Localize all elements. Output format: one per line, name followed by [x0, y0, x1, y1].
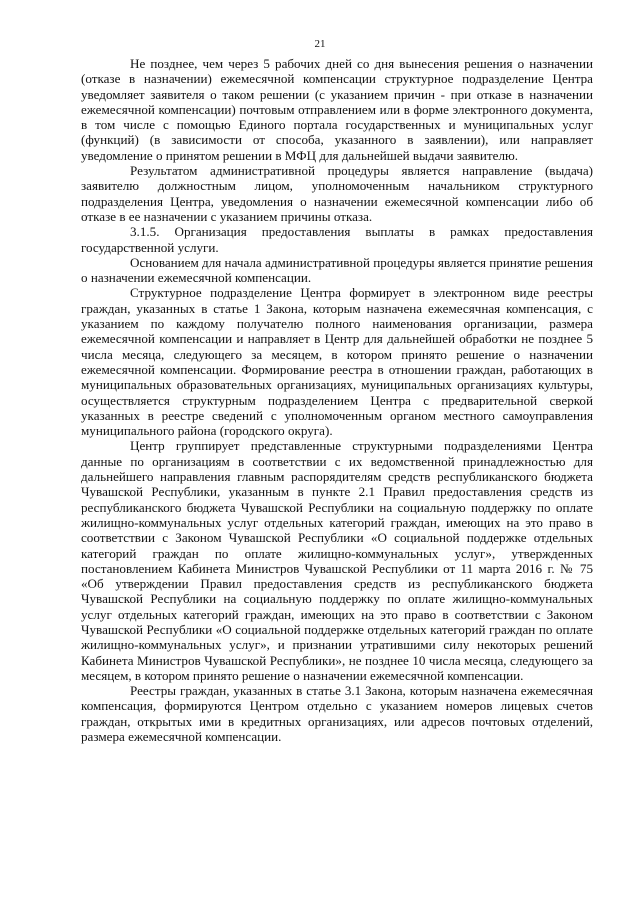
- document-body: [81, 56, 593, 744]
- paragraph-registry-formation: Структурное подразделение Центра формирует в электронном виде реестры граждан, указанных в статье 1 Закона, которым назначена ежемесячная компенсация, с указанием по каждому получателю полного наименования организации, размера ежемесячной компенсации и направляет в Центр для дальнейшей обработки не позднее 5 числа месяца, следующего за месяцем, в котором принято решение о назначении ежемесячной компенсации. Формирование реестра в отношении граждан, работающих в муниципальных образовательных организациях, муниципальных организациях культуры, осуществляется структурным подразделением Центра с предварительной сверкой указанных в реестре сведений с уполномоченным органом местного самоуправления муниципального района (городского округа).: [81, 285, 593, 439]
- paragraph-notification-deadline: Не позднее, чем через 5 рабочих дней со дня вынесения решения о назначении (отказе в назначении) ежемесячной компенсации структурное подразделение Центра уведомляет заявителя о таком решении (с указанием причин - при отказе в назначении ежемесячной компенсации) почтовым отправлением или в форме электронного документа, в том числе с помощью Единого портала государственных и муниципальных услуг (функций) (в зависимости от способа, указанного в заявлении), или направляет уведомление о принятом решении в МФЦ для дальнейшей выдачи заявителю.: [81, 56, 593, 163]
- paragraph-section-3-1-5: 3.1.5. Организация предоставления выплаты в рамках предоставления государственной услуги.: [81, 224, 593, 255]
- paragraph-procedure-result: Результатом административной процедуры является направление (выдача) заявителю должностным лицом, уполномоченным начальником структурного подразделения Центра, уведомления о назначении ежемесячной компенсации либо об отказе в ее назначении с указанием причины отказа.: [81, 163, 593, 224]
- page-number: 21: [314, 38, 326, 50]
- paragraph-procedure-basis: Основанием для начала административной процедуры является принятие решения о назначении ежемесячной компенсации.: [81, 254, 593, 286]
- paragraph-center-grouping: Центр группирует представленные структурными подразделениями Центра данные по организациям в соответствии с их ведомственной принадлежностью для дальнейшего направления главным распорядителям средств республиканского бюджета Чувашской Республики, указанным в пункте 2.1 Правил предоставления средств из республиканского бюджета Чувашской Республики на социальную поддержку по оплате жилищно-коммунальных услуг отдельных категорий граждан, имеющих на это право в соответствии с Законом Чувашской Республики «О социальной поддержке отдельных категорий граждан по оплате жилищно-коммунальных услуг», утвержденных постановлением Кабинета Министров Чувашской Республики от 11 марта 2016 г. № 75 «Об утверждении Правил предоставления средств из республиканского бюджета Чувашской Республики на социальную поддержку по оплате жилищно-коммунальных услуг отдельных категорий граждан, имеющих на это право в соответствии с Законом Чувашской Республики «О социальной поддержке отдельных категорий граждан по оплате жилищно-коммунальных услуг», и признании утратившими силу некоторых решений Кабинета Министров Чувашской Республики», не позднее 10 числа месяца, следующего за месяцем, в котором принято решение о назначении ежемесячной компенсации.: [81, 438, 593, 683]
- paragraph-registry-article-3-1: Реестры граждан, указанных в статье 3.1 Закона, которым назначена ежемесячная компенсация, формируются Центром отдельно с указанием номеров лицевых счетов граждан, открытых ими в кредитных организациях, или адресов почтовых отделений, размера ежемесячной компенсации.: [81, 683, 593, 745]
